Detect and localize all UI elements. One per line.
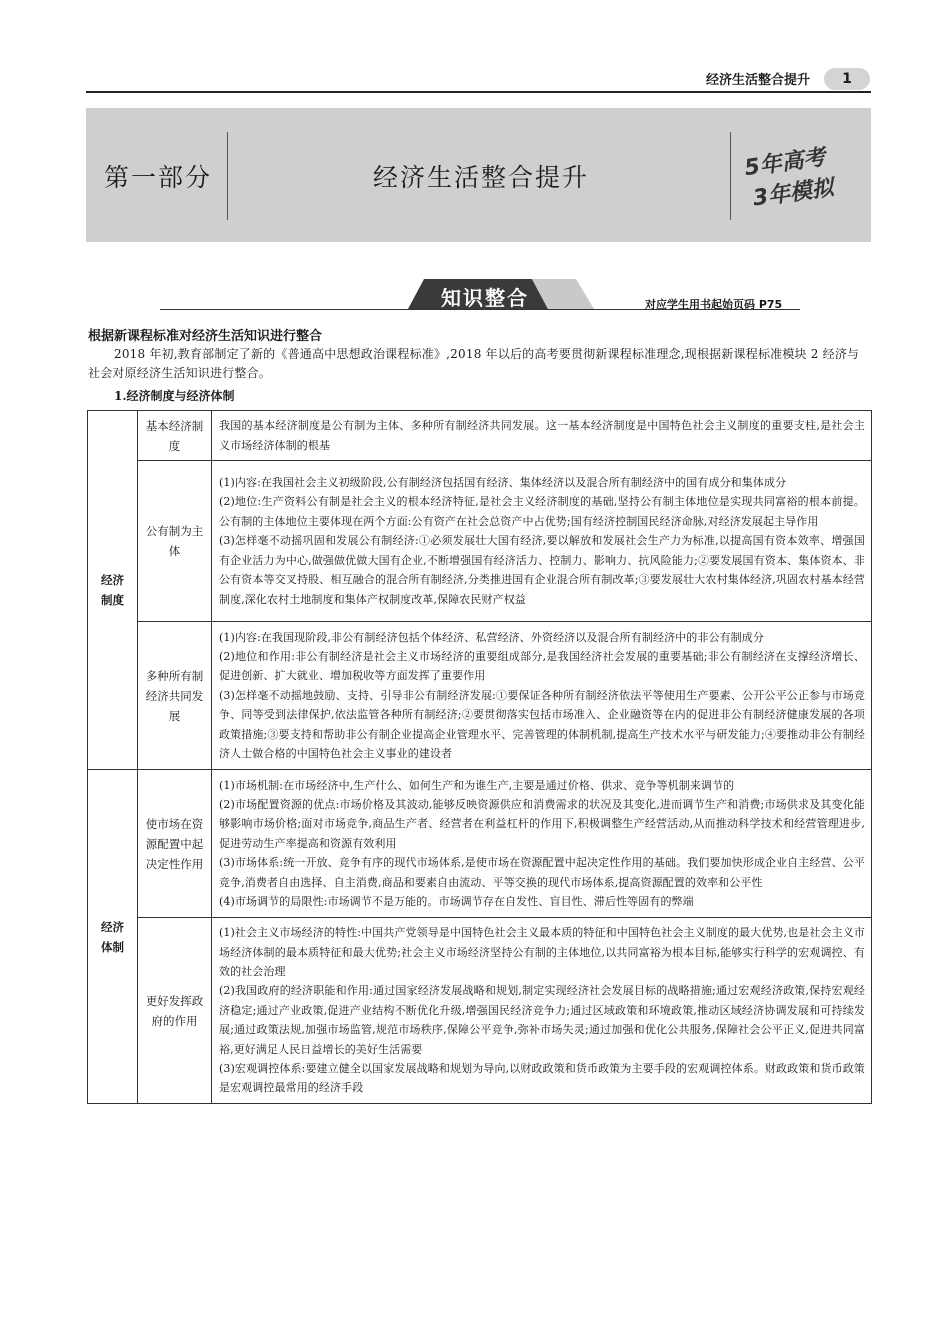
content-line: (3)怎样毫不动摇巩固和发展公有制经济:①必须发展壮大国有经济,要以解放和发展社会生产力为标准,以提高国有资本效率、增强国有企业活力为中心,做强做优做大国有企业,不断增强国有经济活力、控制力、影响力、抗风险能力;②要发展国有资本、集体资本、非公有资本等交叉持股、相互融合的混合所有制经济,分类推进国有企业混合所有制改革;③要发展壮大农村集体经济,巩固农村基本经营制度,深化农村土地制度和集体产权制度改革,保障农民财产权益 — [219, 534, 865, 606]
table-row — [88, 622, 872, 770]
content-cell — [212, 770, 872, 918]
table-row — [88, 461, 872, 622]
content-line: (2)我国政府的经济职能和作用:通过国家经济发展战略和规划,制定实现经济社会发展目标的战略措施;通过宏观经济政策,保持宏观经济稳定;通过产业政策,促进产业结构不断优化升级,增强国民经济竞争力;通过区域政策和环境政策,推动区域经济协调发展和可持续发展;通过政策法规,加强市场监管,规范市场秩序,保障公平竞争,弥补市场失灵;通过加强和优化公共服务,保障社会公平正义,促进共同富裕,更好满足人民日益增长的美好生活需要 — [219, 984, 865, 1056]
subcategory-cell: 多种所有制经济共同发展 — [138, 622, 212, 770]
category-cell: 经济体制 — [88, 770, 138, 1104]
content-line: (1)社会主义市场经济的特性:中国共产党领导是中国特色社会主义最本质的特征和中国特色社会主义制度的最大优势,也是社会主义市场经济体制的最本质特征和最大优势;社会主义市场经济坚持公有制的主体地位,以共同富裕为根本目标,能够实行科学的宏观调控、有效的社会治理 — [219, 926, 865, 978]
brand-logo — [743, 138, 853, 212]
content-line: (4)市场调节的局限性:市场调节不是万能的。市场调节存在自发性、盲目性、滞后性等固有的弊端 — [219, 895, 694, 909]
table-subheading: 1.经济制度与经济体制 — [114, 389, 235, 403]
content-line: (2)市场配置资源的优点:市场价格及其波动,能够反映资源供应和消费需求的状况及其变化,进而调节生产和消费;市场供求及其变化能够影响市场价格;面对市场竞争,商品生产者、经营者在利益杠杆的作用下,积极调整生产经营活动,从而推动科学技术和经营管理进步,促进劳动生产率提高和资源有效利用 — [219, 797, 865, 850]
content-cell — [212, 918, 872, 1104]
table-row — [88, 411, 872, 461]
banner-divider-right — [730, 132, 731, 220]
table-row — [88, 770, 872, 918]
page-number-badge: 1 — [824, 68, 870, 90]
intro-paragraph: 2018 年初,教育部制定了新的《普通高中思想政治课程标准》,2018 年以后的高考要贯彻新课程标准理念,现根据新课程标准模块 2 经济与社会对原经济生活知识进行整合。 — [88, 347, 860, 380]
content-line: (1)内容:在我国社会主义初级阶段,公有制经济包括国有经济、集体经济以及混合所有制经济中的国有成分和集体成分 — [219, 476, 787, 490]
subcategory-cell: 基本经济制度 — [138, 411, 212, 461]
subcategory-cell: 更好发挥政府的作用 — [138, 918, 212, 1104]
category-cell: 经济制度 — [88, 411, 138, 770]
banner-part-label: 第一部分 — [104, 163, 213, 192]
intro-heading: 根据新课程标准对经济生活知识进行整合 — [88, 329, 323, 344]
logo-line1: 5年高考 — [743, 145, 828, 182]
header-divider — [86, 91, 871, 93]
subcategory-cell: 使市场在资源配置中起决定性作用 — [138, 770, 212, 918]
content-line: (1)内容:在我国现阶段,非公有制经济包括个体经济、私营经济、外资经济以及混合所有制经济中的非公有制成分 — [219, 630, 764, 644]
section-title: 知识整合 — [441, 286, 529, 310]
content-line: (3)宏观调控体系:要建立健全以国家发展战略和规划为导向,以财政政策和货币政策为主要手段的宏观调控体系。财政政策和货币政策是宏观调控最常用的经济手段 — [219, 1062, 865, 1095]
content-line: (3)怎样毫不动摇地鼓励、支持、引导非公有制经济发展:①要保证各种所有制经济依法平等使用生产要素、公开公平公正参与市场竞争、同等受到法律保护,依法监管各种所有制经济;②要贯彻落实包括市场准入、企业融资等在内的促进非公有制经济健康发展的各项政策措施;③要支持和帮助非公有制企业提高企业管理水平、完善管理的体制机制,提高生产技术水平与研发能力;④要推动非公有制经济人士做合格的中国特色社会主义事业的建设者 — [219, 688, 865, 761]
running-header-title: 经济生活整合提升 — [705, 73, 810, 88]
content-cell — [212, 461, 872, 622]
logo-line2: 3年模拟 — [751, 175, 836, 212]
chapter-banner — [86, 108, 871, 242]
content-line: (2)地位:生产资料公有制是社会主义的根本经济特征,是社会主义经济制度的基础,坚持公有制主体地位是实现共同富裕的根本前提。公有制的主体地位主要体现在两个方面:公有资产在社会总资产中占优势;国有经济控制国民经济命脉,对经济发展起主导作用 — [219, 495, 865, 528]
economic-system-table — [87, 410, 872, 1104]
content-line: (2)地位和作用:非公有制经济是社会主义市场经济的重要组成部分,是我国经济社会发展的重要基础;非公有制经济在支撑经济增长、促进创新、扩大就业、增加税收等方面发挥了重要作用 — [219, 649, 865, 683]
content-cell — [212, 411, 872, 461]
page-reference: 对应学生用书起始页码 P75 — [645, 298, 783, 311]
content-cell — [212, 622, 872, 770]
table-row — [88, 918, 872, 1104]
subcategory-cell: 公有制为主体 — [138, 461, 212, 622]
content-line: (3)市场体系:统一开放、竞争有序的现代市场体系,是使市场在资源配置中起决定性作用的基础。我们要加快形成企业自主经营、公平竞争,消费者自由选择、自主消费,商品和要素自由流动、平等交换的现代市场体系,提高资源配置的效率和公平性 — [219, 856, 865, 889]
banner-title: 经济生活整合提升 — [372, 163, 589, 192]
content-line: 我国的基本经济制度是公有制为主体、多种所有制经济共同发展。这一基本经济制度是中国特色社会主义制度的重要支柱,是社会主义市场经济体制的根基 — [219, 419, 865, 452]
content-line: (1)市场机制:在市场经济中,生产什么、如何生产和为谁生产,主要是通过价格、供求、竞争等机制来调节的 — [219, 778, 735, 792]
banner-divider-left — [227, 132, 228, 220]
